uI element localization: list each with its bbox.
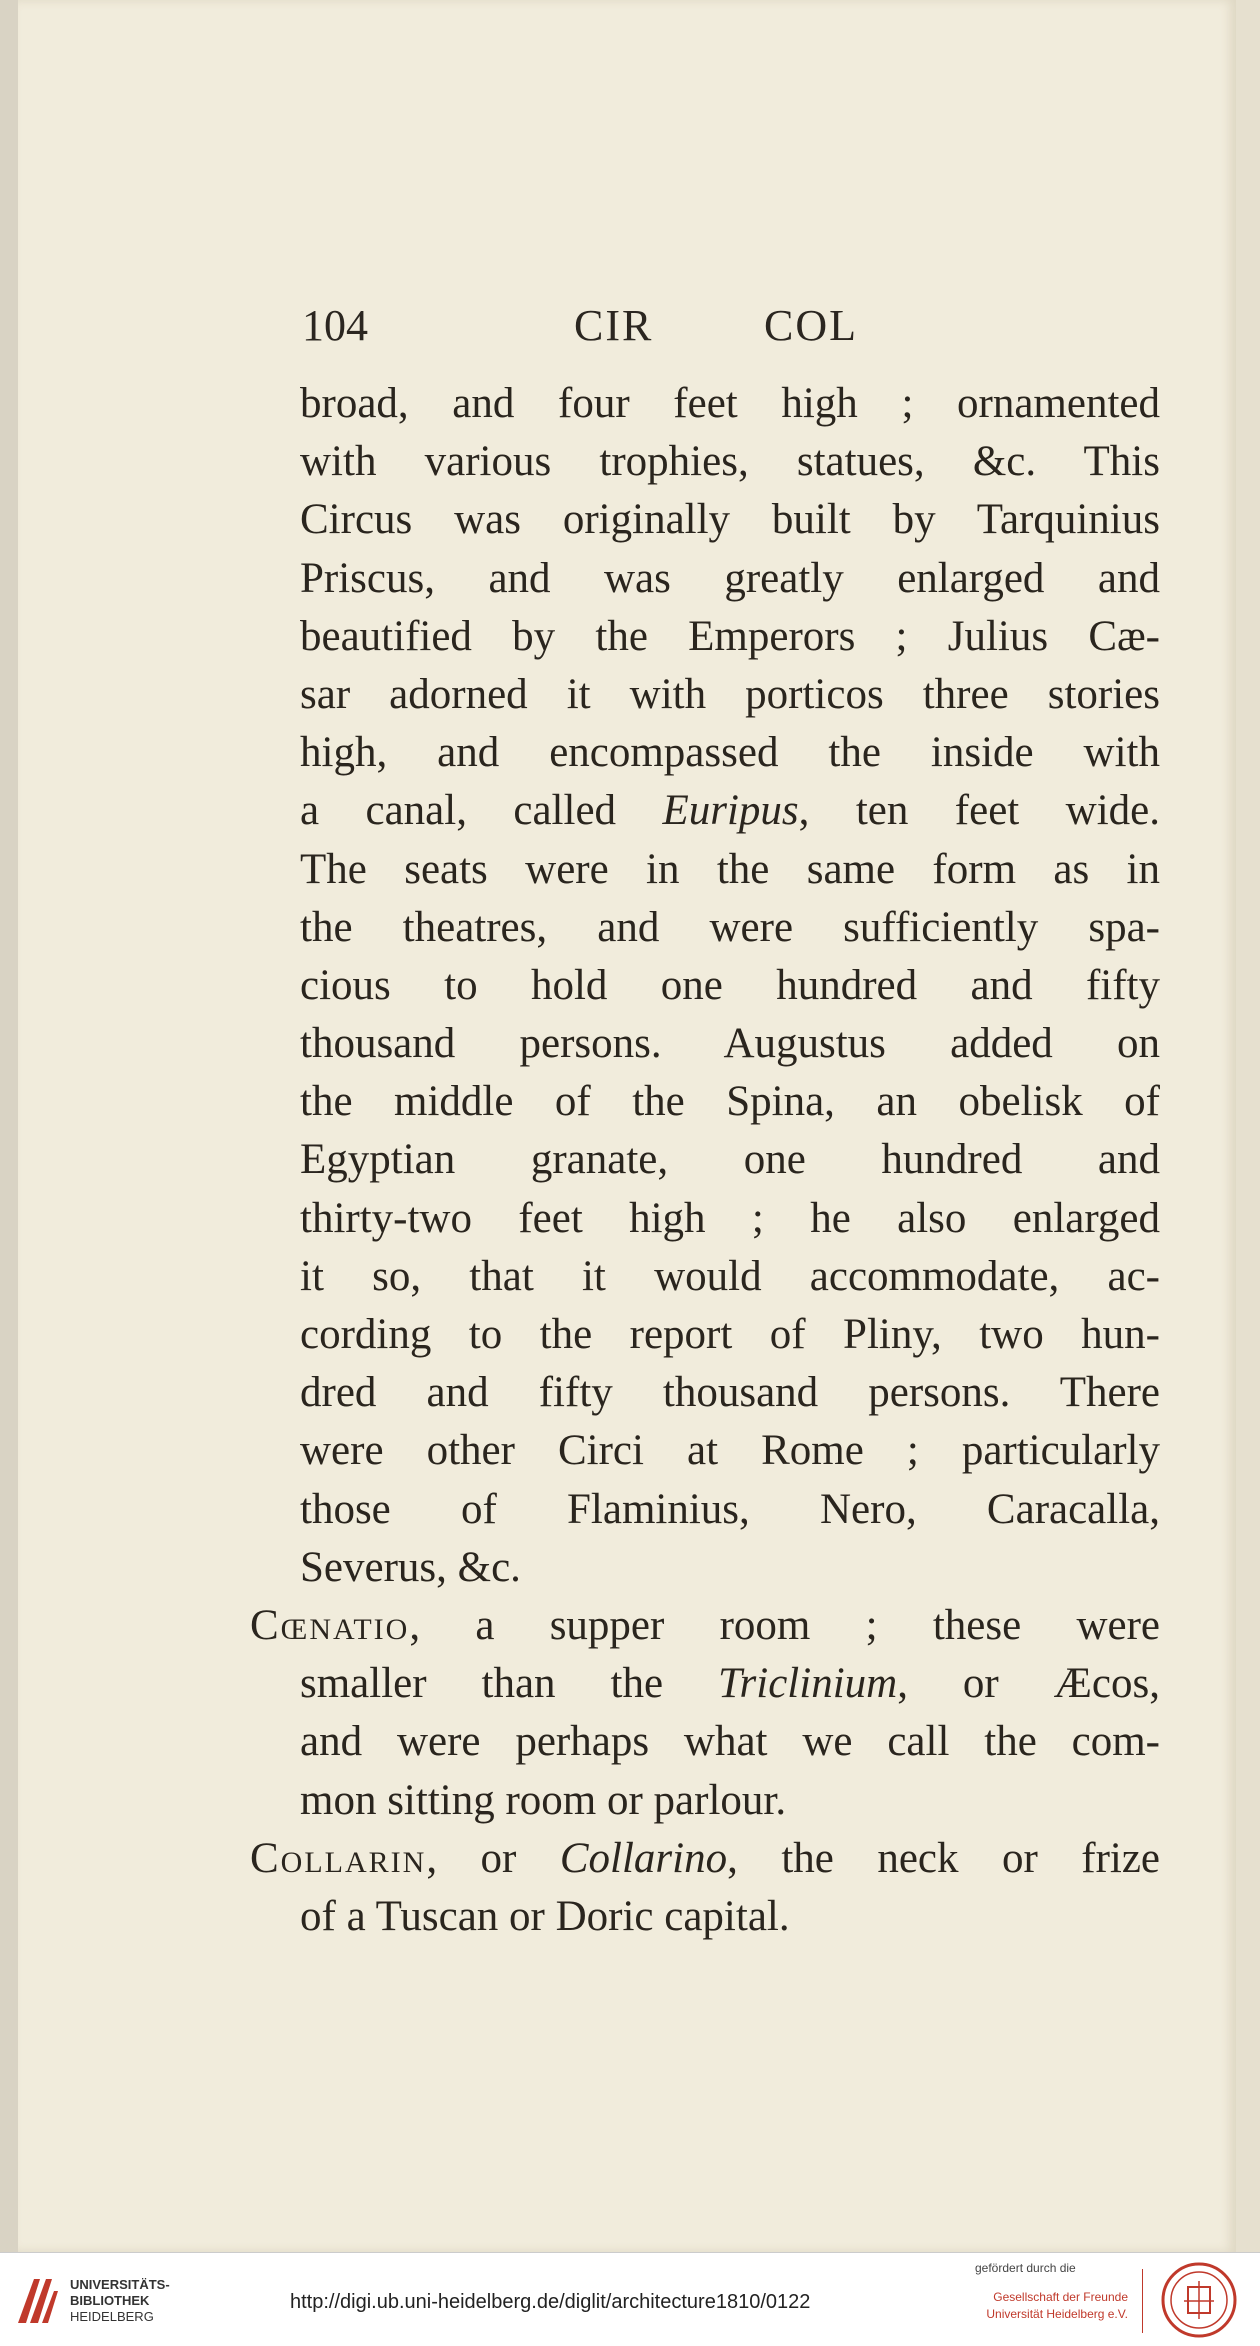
header-word-left: CIR xyxy=(574,301,654,350)
entry-coenatio-line xyxy=(300,1655,1160,1713)
sponsor-label: gefördert durch die xyxy=(975,2261,1076,2275)
entry-term: Cœnatio xyxy=(250,1601,410,1649)
library-name-line: HEIDELBERG xyxy=(70,2309,154,2324)
text-line: broad, and four feet high ; ornamented xyxy=(300,380,1160,427)
university-seal-icon xyxy=(1160,2261,1238,2339)
sponsor-line: Universität Heidelberg e.V. xyxy=(986,2307,1128,2321)
footer-bar xyxy=(0,2252,1260,2346)
text-line: The seats were in the same form as in xyxy=(300,845,1160,893)
entry-text: , or xyxy=(426,1834,560,1882)
text-line: thousand persons. Augustus added on xyxy=(300,1020,1160,1068)
library-name xyxy=(70,2277,170,2325)
page-number: 104 xyxy=(302,301,368,350)
entry-italic-term: Triclinium xyxy=(718,1660,898,1708)
library-logo-icon xyxy=(14,2273,60,2329)
text-line: Priscus, and was greatly enlarged and xyxy=(300,554,1160,602)
text-line: the middle of the Spina, an obelisk of xyxy=(300,1078,1160,1126)
sponsor-name xyxy=(980,2289,1128,2323)
entry-coenatio-line xyxy=(250,1597,1160,1655)
text-line: thirty-two feet high ; he also enlarged xyxy=(300,1194,1160,1242)
text-line: it so, that it would accommodate, ac- xyxy=(300,1252,1160,1300)
entry-text: , the neck or frize xyxy=(727,1834,1161,1882)
text-line: Severus, &c. xyxy=(300,1543,521,1591)
sponsor-line: Gesellschaft der Freunde xyxy=(993,2290,1128,2304)
entry-collarin-line: of a Tuscan or Doric capital. xyxy=(300,1892,790,1940)
text-line: Egyptian granate, one hundred and xyxy=(300,1136,1160,1184)
entry-text: , or Æcos, xyxy=(897,1660,1160,1708)
entry-coenatio-line: and were perhaps what we call the com- xyxy=(300,1718,1160,1766)
text-line: were other Circi at Rome ; particularly xyxy=(300,1427,1160,1475)
text-line: Circus was originally built by Tarquinius xyxy=(300,496,1160,544)
running-header xyxy=(302,300,1162,360)
italic-term: Euripus xyxy=(662,787,799,835)
text-line: sar adorned it with porticos three stories xyxy=(300,670,1160,718)
text-line: a canal, called Euripus, ten feet wide. xyxy=(300,787,1160,835)
text-line: those of Flaminius, Nero, Caracalla, xyxy=(300,1485,1160,1533)
text-line: cording to the report of Pliny, two hun- xyxy=(300,1311,1160,1358)
entry-text: smaller than the xyxy=(300,1660,718,1708)
entry-italic-term: Collarino xyxy=(559,1834,728,1882)
text-line: beautified by the Emperors ; Julius Cæ- xyxy=(300,612,1160,660)
text-line: cious to hold one hundred and fifty xyxy=(300,961,1160,1009)
entry-coenatio-line: mon sitting room or parlour. xyxy=(300,1776,787,1824)
text-line: with various trophies, statues, &c. This xyxy=(300,438,1160,486)
body-text xyxy=(250,375,1161,1946)
entry-term: Collarin xyxy=(250,1834,427,1882)
header-word-right: COL xyxy=(764,301,858,350)
page-edge xyxy=(1236,0,1260,2252)
text-line: dred and fifty thousand persons. There xyxy=(300,1369,1160,1417)
entry-text: , a supper room ; these were xyxy=(409,1601,1160,1649)
permalink-url[interactable]: http://digi.ub.uni-heidelberg.de/diglit/architecture1810/0122 xyxy=(290,2291,811,2313)
text-line: high, and encompassed the inside with xyxy=(300,729,1160,777)
footer-divider xyxy=(1142,2269,1143,2333)
library-name-line: UNIVERSITÄTS- xyxy=(70,2277,170,2292)
library-name-line: BIBLIOTHEK xyxy=(70,2293,150,2308)
entry-collarin-line xyxy=(250,1830,1160,1888)
text-line: the theatres, and were sufficiently spa- xyxy=(300,903,1160,951)
